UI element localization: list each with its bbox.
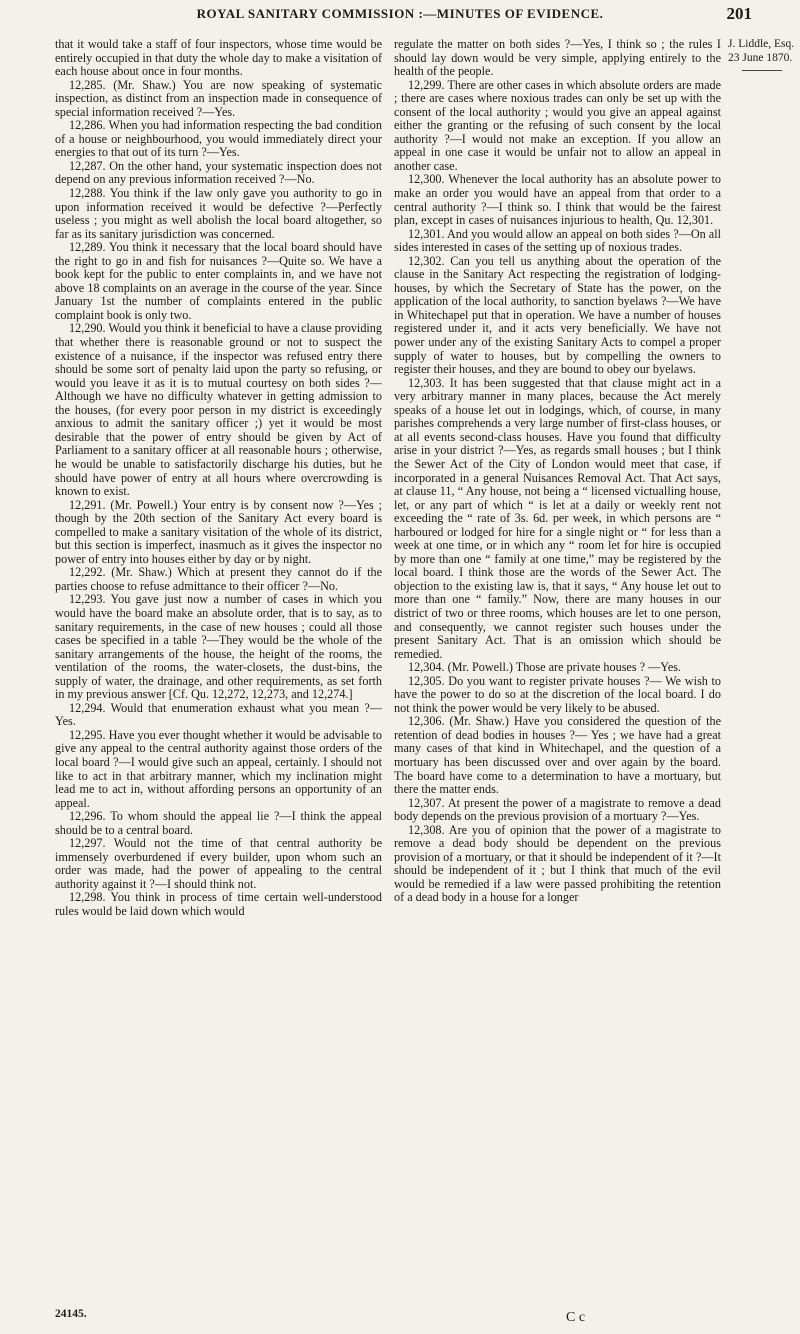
- paragraph: 12,296. To whom should the appeal lie ?—I think the appeal should be to a central board.: [55, 809, 382, 837]
- signature-mark: C c: [566, 1310, 586, 1325]
- paragraph: 12,306. (Mr. Shaw.) Have you considered the question of the retention of dead bodies in houses ?— Yes ; we have had a great many cases of that kind in Whitechapel, and the question of a mortuary has been discussed over and over again by the board. The board have come to a determination to have a mortuary, but there the matter ends.: [394, 714, 721, 797]
- paragraph: 12,287. On the other hand, your systematic inspection does not depend on any previous information received ?—No.: [55, 158, 382, 187]
- paragraph: 12,302. Can you tell us anything about the operation of the clause in the Sanitary Act respecting the registration of lodging-houses, by which the Secretary of State has the power, on the application of the local authority, to sanction byelaws ?—We have in Whitechapel put that in operation. We have a number of houses registered under it, and it acts very beneficially. We have not power under any of the existing Sanitary Acts to compel a proper supply of water to houses, but by compelling the owners to register their houses, and they are bound to obey our byelaws.: [394, 253, 721, 377]
- paragraph: 12,297. Would not the time of that central authority be immensely overburdened if every builder, upon whom such an order was made, had the power of appealing to the central authority against it ?—I should think not.: [55, 836, 382, 891]
- margin-witness: J. Liddle, Esq.: [728, 38, 795, 50]
- paragraph: 12,295. Have you ever thought whether it would be advisable to give any appeal to the central authority against those orders of the local board ?—I would give such an appeal, certainly. I should not like to act in that arbitrary manner, which my inclination might lead me to act in, without affording persons an opportunity of an appeal.: [55, 727, 382, 810]
- print-number: 24145.: [55, 1308, 87, 1320]
- margin-date: 23 June 1870.: [728, 51, 793, 64]
- paragraph: 12,289. You think it necessary that the local board should have the right to go in and fish for nuisances ?—Quite so. We have a book kept for the public to enter complaints in, and we have not above 18 complaints on an average in the course of the year. Since January 1st the number of complaints entered in the public complaint book is only two.: [55, 240, 382, 322]
- margin-note: [728, 38, 800, 71]
- paragraph: 12,292. (Mr. Shaw.) Which at present they cannot do if the parties choose to refuse admittance to their officer ?—No.: [55, 565, 382, 593]
- paragraph: 12,298. You think in process of time certain well-understood rules would be laid down which would: [55, 890, 382, 918]
- paragraph: that it would take a staff of four inspectors, whose time would be entirely occupied in that duty the whole day to make a visitation of each house about once in four months.: [55, 37, 382, 79]
- paragraph: 12,307. At present the power of a magistrate to remove a dead body depends on the previous provision of a mortuary ?—Yes.: [394, 795, 721, 824]
- paragraph: 12,308. Are you of opinion that the power of a magistrate to remove a dead body should be dependent on the previous provision of a mortuary, or that it should be independent of it ?—It should be independent of it ; but I think that much of the evil would be remedied if a law were passed prohibiting the retention of a dead body in a house for a longer: [394, 822, 721, 905]
- paragraph: 12,304. (Mr. Powell.) Those are private houses ? —Yes.: [408, 660, 682, 675]
- page-header: [40, 4, 780, 24]
- paragraph: 12,294. Would that enumeration exhaust what you mean ?—Yes.: [55, 700, 382, 729]
- paragraph: 12,286. When you had information respecting the bad condition of a house or neighbourhood, you would immediately direct your energies to that out of its turn ?—Yes.: [55, 118, 382, 160]
- page-number: 201: [726, 4, 752, 23]
- paragraph: 12,303. It has been suggested that that clause might act in a very arbitrary manner in many places, because the Act merely speaks of a house let out in lodgings, which, of course, in many parishes comprehends a very large number of first-class houses, or at all events second-class houses. Have you found that difficulty arise in your district ?—Yes, as regards small houses ; but I think the Sewer Act of the City of London would meet that case, if incorporated in a general Nuisances Removal Act. That Act says, at clause 11, “ Any house, not being a “ licensed victualling house, let, or any part of which “ is let at a daily or weekly rent not exceeding the “ rate of 3s. 6d. per week, in which persons are “ harboured or lodged for hire for a single night or “ for less than a week at one time, or in which any “ room let for hire is occupied by more than one “ family at one time,” may be registered by the local board. I think those are the words of the Sewer Act. The objection to the existing law is, that it says, “ Any house let out to more than one “ family.” Now, there are many houses in our district of two or three rooms, which houses are let to one person, and consequently, we cannot register such houses under the present Sanitary Act. That is an omission which should be remedied.: [394, 375, 721, 661]
- right-column: [394, 38, 721, 905]
- paragraph: 12,300. Whenever the local authority has an absolute power to make an order you would have an appeal from that order to a central authority ?—I think so. I think that would be the fairest plan, except in cases of nuisances injurious to health, Qu. 12,301.: [394, 172, 721, 228]
- left-column: [55, 38, 382, 919]
- running-title: ROYAL SANITARY COMMISSION :—MINUTES OF EVIDENCE.: [196, 6, 604, 21]
- margin-rule: [742, 70, 782, 71]
- paragraph: regulate the matter on both sides ?—Yes, I think so ; the rules I should lay down would be very simple, applying entirely to the health of the people.: [394, 37, 721, 79]
- paragraph: 12,299. There are other cases in which absolute orders are made ; there are cases where noxious trades can only be set up with the consent of the local authority ; would you give an appeal against either the granting or the refusing of such consent by the local authority ?—I would not make an exception. If you allow an appeal in one case it would be unfair not to allow an appeal in another case.: [394, 77, 721, 173]
- paragraph: 12,291. (Mr. Powell.) Your entry is by consent now ?—Yes ; though by the 20th section of the Sanitary Act every board is compelled to make a sanitary visitation of the whole of its district, but this section is imperfect, inasmuch as it gives the inspector no power of entry into houses either by day or by night.: [55, 497, 382, 566]
- paragraph: 12,290. Would you think it beneficial to have a clause providing that whether there is reasonable ground or not to suspect the existence of a nuisance, if the inspector was refused entry there should be some sort of penalty laid upon the party so refusing, or would you leave it as it is to mutual courtesy on both sides ?—Although we have no difficulty whatever in getting admission to the houses, (for every poor person in my district is exceedingly anxious to admit the sanitary officer ;) yet it would be most desirable that the power of entry should be given by Act of Parliament to a sanitary officer at all reasonable hours ; otherwise, he would be unable to satisfactorily discharge his duties, but he should have power of entry at all hours where overcrowding is known to exist.: [55, 321, 382, 499]
- paragraph: 12,301. And you would allow an appeal on both sides ?—On all sides interested in cases of the setting up of noxious trades.: [394, 226, 721, 255]
- paragraph: 12,288. You think if the law only gave you authority to go in upon information received it would be defective ?—Perfectly useless ; you might as well abolish the local board altogether, so far as its sanitary jurisdiction was concerned.: [55, 186, 382, 241]
- paragraph: 12,305. Do you want to register private houses ?— We wish to have the power to do so at the discretion of the local board. I do not think the power would be very likely to be abused.: [394, 673, 721, 715]
- paragraph: 12,285. (Mr. Shaw.) You are now speaking of systematic inspection, as distinct from an inspection made in consequence of special information received ?—Yes.: [55, 77, 382, 119]
- paragraph: 12,293. You gave just now a number of cases in which you would have the board make an absolute order, that is to say, as to sanitary requirements, in the case of new houses ; could all those cases be specified in a table ?—They would be the whole of the sanitary arrangements of the house, the height of the rooms, the ventilation of the rooms, the water-closets, the dust-bins, the supply of water, the drainage, and other requirements, as set forth in my previous answer [Cf. Qu. 12,272, 12,273, and 12,274.]: [55, 592, 382, 702]
